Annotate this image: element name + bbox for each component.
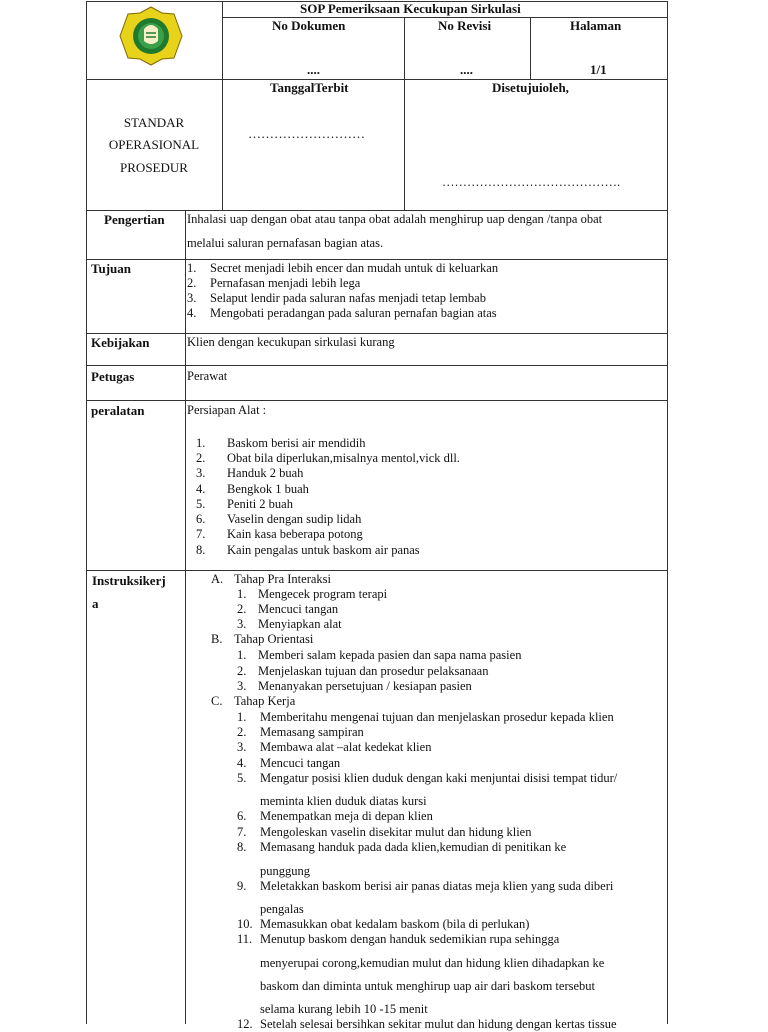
stage-c-item-continuation: meminta klien duduk diatas kursi [260,794,427,808]
halaman-label: Halaman [570,18,622,33]
list-number: 5. [237,771,247,785]
tujuan-item: Secret menjadi lebih encer dan mudah untuk di keluarkan [210,261,499,275]
table-divider [404,79,405,210]
tujuan-label: Tujuan [91,261,131,276]
sop-label-line1: STANDAR [123,115,185,130]
table-divider [222,1,223,210]
stage-a-item: Menyiapkan alat [258,617,342,631]
list-number: 8. [196,543,206,557]
stage-b-title: Tahap Orientasi [234,632,314,646]
stage-a-item: Mencuci tangan [258,602,339,616]
stage-c-item: Meletakkan baskom berisi air panas diatas meja klien yang suda diberi [260,879,614,893]
tanggal-terbit-value: ……………………… [248,126,365,141]
disetujui-label: Disetujuioleh, [492,80,569,95]
peralatan-item: Kain pengalas untuk baskom air panas [227,543,420,557]
table-border-left [86,210,87,1024]
tujuan-item: Pernafasan menjadi lebih lega [210,276,361,290]
peralatan-item: Kain kasa beberapa potong [227,527,363,541]
list-number: 11. [237,932,253,946]
stage-c-item: Mengatur posisi klien duduk dengan kaki menjuntai disisi tempat tidur/ [260,771,618,785]
peralatan-item: Obat bila diperlukan,misalnya mentol,vick dll. [227,451,460,465]
list-number: 3. [237,679,247,693]
table-divider [530,17,531,79]
stage-c-item: Memasukkan obat kedalam baskom (bila di perlukan) [260,917,530,931]
stage-letter: B. [211,632,223,646]
sop-title: SOP Pemeriksaan Kecukupan Sirkulasi [300,1,521,16]
row-divider [86,400,668,401]
table-divider [86,79,668,80]
list-number: 5. [196,497,206,511]
stage-c-item-continuation: menyerupai corong,kemudian mulut dan hidung klien dihadapkan ke [260,956,605,970]
list-number: 2. [237,664,247,678]
list-number: 4. [196,482,206,496]
row-divider [86,365,668,366]
stage-a-title: Tahap Pra Interaksi [234,572,332,586]
list-number: 1. [237,648,247,662]
row-divider [86,570,668,571]
stage-c-item: Menempatkan meja di depan klien [260,809,433,823]
table-border-right [667,1,668,210]
table-border-right [667,210,668,1024]
stage-b-item: Memberi salam kepada pasien dan sapa nama pasien [258,648,522,662]
stage-c-item-continuation: baskom dan diminta untuk menghirup uap air dari baskom tersebut [260,979,595,993]
instruksi-label-line1: Instruksikerj [92,573,166,588]
stage-b-item: Menjelaskan tujuan dan prosedur pelaksanaan [258,664,489,678]
stage-c-item: Memasang handuk pada dada klien,kemudian di penitikan ke [260,840,567,854]
stage-letter: A. [211,572,224,586]
peralatan-intro: Persiapan Alat : [187,403,267,417]
table-divider [86,210,668,211]
column-divider [185,210,186,1024]
tujuan-item: Mengobati peradangan pada saluran pernafan bagian atas [210,306,497,320]
stage-c-item: Memasang sampiran [260,725,364,739]
list-number: 3. [187,291,197,305]
list-number: 2. [196,451,206,465]
no-dokumen-label: No Dokumen [272,18,346,33]
stage-c-item: Memberitahu mengenai tujuan dan menjelaskan prosedur kepada klien [260,710,614,724]
stage-c-item-continuation: pengalas [260,902,304,916]
list-number: 8. [237,840,247,854]
peralatan-item: Vaselin dengan sudip lidah [227,512,362,526]
petugas-text: Perawat [187,369,228,383]
row-divider [86,333,668,334]
pengertian-label: Pengertian [104,212,165,227]
list-number: 1. [187,261,197,275]
list-number: 12. [237,1017,253,1031]
list-number: 1. [196,436,206,450]
logo-icon [118,5,184,67]
peralatan-item: Bengkok 1 buah [227,482,309,496]
row-divider [86,259,668,260]
table-divider [404,17,405,79]
list-number: 2. [187,276,197,290]
petugas-label: Petugas [91,369,135,384]
kebijakan-text: Klien dengan kecukupan sirkulasi kurang [187,335,395,349]
peralatan-item: Baskom berisi air mendidih [227,436,366,450]
pengertian-text-line1: Inhalasi uap dengan obat atau tanpa obat adalah menghirup uap dengan /tanpa obat [187,212,603,226]
stage-letter: C. [211,694,223,708]
list-number: 3. [196,466,206,480]
pengertian-text-line2: melalui saluran pernafasan bagian atas. [187,236,384,250]
list-number: 4. [237,756,247,770]
peralatan-item: Handuk 2 buah [227,466,304,480]
list-number: 3. [237,740,247,754]
stage-c-title: Tahap Kerja [234,694,296,708]
list-number: 2. [237,602,247,616]
list-number: 2. [237,725,247,739]
list-number: 3. [237,617,247,631]
list-number: 6. [237,809,247,823]
sop-label-line3: PROSEDUR [120,160,188,175]
list-number: 6. [196,512,206,526]
stage-b-item: Menanyakan persetujuan / kesiapan pasien [258,679,472,693]
stage-c-item-continuation: punggung [260,864,310,878]
stage-c-item: Setelah selesai bersihkan sekitar mulut dan hidung dengan kertas tissue [260,1017,617,1031]
halaman-value: 1/1 [590,62,607,77]
stage-a-item: Mengecek program terapi [258,587,388,601]
no-revisi-value: .... [460,62,473,77]
tujuan-item: Selaput lendir pada saluran nafas menjadi tetap lembab [210,291,486,305]
stage-c-item: Membawa alat –alat kedekat klien [260,740,432,754]
list-number: 7. [196,527,206,541]
stage-c-item: Menutup baskom dengan handuk sedemikian rupa sehingga [260,932,560,946]
instruksi-label-line2: a [92,596,99,611]
list-number: 9. [237,879,247,893]
no-dokumen-value: .... [307,62,320,77]
stage-c-item: Mencuci tangan [260,756,341,770]
stage-c-item-continuation: selama kurang lebih 10 -15 menit [260,1002,428,1016]
no-revisi-label: No Revisi [438,18,492,33]
kebijakan-label: Kebijakan [91,335,150,350]
government-seal-logo [118,5,184,67]
list-number: 10. [237,917,253,931]
list-number: 1. [237,587,247,601]
tanggal-terbit-label: TanggalTerbit [270,80,349,95]
sop-label-line2: OPERASIONAL [108,137,200,152]
list-number: 7. [237,825,247,839]
peralatan-item: Peniti 2 buah [227,497,293,511]
peralatan-label: peralatan [91,403,145,418]
stage-c-item: Mengoleskan vaselin disekitar mulut dan hidung klien [260,825,532,839]
list-number: 1. [237,710,247,724]
list-number: 4. [187,306,197,320]
table-border-left [86,1,87,210]
approver-signature-line: ……………………………………. [442,175,621,189]
